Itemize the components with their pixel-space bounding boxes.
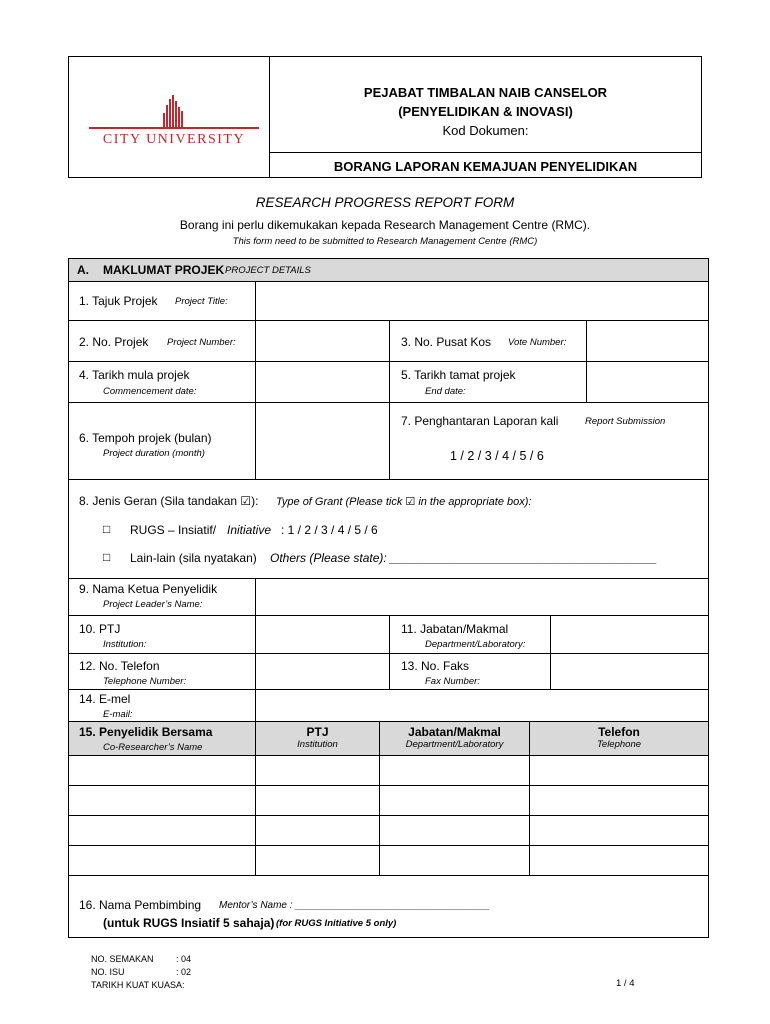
end-date-input[interactable] bbox=[586, 361, 709, 403]
logo-text: CITY UNIVERSITY bbox=[102, 132, 246, 147]
table-row-cell[interactable] bbox=[379, 785, 530, 816]
department-label-en: Department/Laboratory: bbox=[425, 639, 526, 650]
effective-date-label: TARIKH KUAT KUASA: bbox=[91, 980, 185, 990]
table-row-cell[interactable] bbox=[529, 845, 709, 876]
end-date-label-cell bbox=[389, 361, 587, 403]
others-option-label-en[interactable]: Others (Please state): ________________________________________ bbox=[270, 551, 657, 565]
others-option-label: Lain-lain (sila nyatakan) bbox=[130, 551, 257, 565]
col-dept-label: Jabatan/Makmal bbox=[408, 725, 501, 739]
table-row-cell[interactable] bbox=[68, 755, 256, 786]
email-label-cell bbox=[68, 689, 256, 722]
table-row-cell[interactable] bbox=[529, 755, 709, 786]
vote-number-label: 3. No. Pusat Kos bbox=[401, 335, 492, 349]
fax-input[interactable] bbox=[550, 653, 709, 690]
section-letter: A. bbox=[77, 263, 89, 277]
issue-label: NO. ISU bbox=[91, 967, 125, 977]
document-header bbox=[68, 56, 702, 178]
report-submission-options[interactable]: 1 / 2 / 3 / 4 / 5 / 6 bbox=[450, 449, 544, 463]
col-tel-header bbox=[529, 721, 709, 756]
document-code-label: Kod Dokumen: bbox=[442, 123, 529, 138]
email-label-en: E-mail: bbox=[103, 709, 133, 720]
duration-label-en: Project duration (month) bbox=[103, 448, 205, 459]
start-date-label-en: Commencement date: bbox=[103, 386, 197, 397]
leader-label-cell bbox=[68, 578, 256, 616]
grant-type-label-en: Type of Grant (Please tick ☑ in the appropriate box): bbox=[276, 496, 532, 508]
section-a-header bbox=[68, 258, 709, 282]
leader-label-en: Project Leader’s Name: bbox=[103, 599, 203, 610]
report-submission-label-en: Report Submission bbox=[585, 416, 666, 427]
co-researcher-label-en: Co-Researcher’s Name bbox=[103, 742, 203, 753]
table-row-cell[interactable] bbox=[255, 845, 380, 876]
logo-cell bbox=[69, 57, 270, 177]
revision-value: : 04 bbox=[176, 954, 192, 964]
co-researcher-label: 15. Penyelidik Bersama bbox=[79, 725, 213, 739]
duration-label: 6. Tempoh projek (bulan) bbox=[79, 431, 212, 445]
vote-number-label-en: Vote Number: bbox=[508, 337, 567, 348]
table-row-cell[interactable] bbox=[379, 845, 530, 876]
start-date-input[interactable] bbox=[255, 361, 390, 403]
end-date-label: 5. Tarikh tamat projek bbox=[401, 368, 516, 382]
mentor-label-en[interactable]: Mentor’s Name : ___________________________________ bbox=[219, 900, 490, 911]
project-number-label: 2. No. Projek bbox=[79, 335, 149, 349]
ptj-input[interactable] bbox=[255, 615, 390, 654]
leader-label: 9. Nama Ketua Penyelidik bbox=[79, 582, 218, 596]
col-dept-label-en: Department/Laboratory bbox=[405, 739, 504, 750]
table-row-cell[interactable] bbox=[255, 785, 380, 816]
ptj-label-cell bbox=[68, 615, 256, 654]
vote-number-label-cell bbox=[389, 320, 587, 362]
department-input[interactable] bbox=[550, 615, 709, 654]
department-label: 11. Jabatan/Makmal bbox=[401, 622, 509, 636]
mentor-cell bbox=[68, 875, 709, 938]
col-ptj-label-en: Institution bbox=[297, 739, 338, 750]
project-title-input[interactable] bbox=[255, 281, 709, 321]
project-title-label-cell bbox=[68, 281, 256, 321]
col-ptj-header bbox=[255, 721, 380, 756]
header-divider bbox=[270, 152, 701, 153]
project-title-label: 1. Tajuk Projek bbox=[79, 294, 158, 308]
table-row-cell[interactable] bbox=[255, 815, 380, 846]
co-researcher-header bbox=[68, 721, 256, 756]
project-title-label-en: Project Title: bbox=[175, 296, 228, 307]
grant-type-cell bbox=[68, 479, 709, 579]
revision-label: NO. SEMAKAN bbox=[91, 954, 154, 964]
instruction-en: This form need to be submitted to Research Management Centre (RMC) bbox=[232, 236, 538, 247]
email-label: 14. E-mel bbox=[79, 692, 131, 706]
phone-input[interactable] bbox=[255, 653, 390, 690]
rugs-checkbox[interactable]: □ bbox=[103, 522, 111, 536]
phone-label-en: Telephone Number: bbox=[103, 676, 187, 687]
fax-label-cell bbox=[389, 653, 551, 690]
rugs-option-label: RUGS – Insiatif/ bbox=[130, 523, 217, 537]
grant-type-label: 8. Jenis Geran (Sila tandakan ☑): bbox=[79, 494, 259, 508]
table-row-cell[interactable] bbox=[379, 815, 530, 846]
report-submission-label: 7. Penghantaran Laporan kali bbox=[401, 414, 559, 428]
start-date-label-cell bbox=[68, 361, 256, 403]
ptj-label: 10. PTJ bbox=[79, 622, 121, 636]
mentor-label: 16. Nama Pembimbing bbox=[79, 898, 202, 912]
col-tel-label-en: Telephone bbox=[596, 739, 642, 750]
table-row-cell[interactable] bbox=[68, 845, 256, 876]
start-date-label: 4. Tarikh mula projek bbox=[79, 368, 190, 382]
fax-label-en: Fax Number: bbox=[425, 676, 480, 687]
table-row-cell[interactable] bbox=[529, 785, 709, 816]
instruction-ms: Borang ini perlu dikemukakan kepada Research Management Centre (RMC). bbox=[179, 218, 591, 232]
city-university-logo bbox=[69, 57, 270, 177]
rugs-option-label-en: Initiative bbox=[227, 523, 272, 537]
phone-label-cell bbox=[68, 653, 256, 690]
report-submission-cell bbox=[389, 402, 709, 480]
table-row-cell[interactable] bbox=[255, 755, 380, 786]
office-title: PEJABAT TIMBALAN NAIB CANSELOR bbox=[363, 85, 608, 100]
end-date-label-en: End date: bbox=[425, 386, 466, 397]
form-name: BORANG LAPORAN KEMAJUAN PENYELIDIKAN bbox=[333, 159, 638, 174]
col-ptj-label: PTJ bbox=[306, 725, 329, 739]
leader-input[interactable] bbox=[255, 578, 709, 616]
phone-label: 12. No. Telefon bbox=[79, 659, 160, 673]
issue-value: : 02 bbox=[176, 967, 192, 977]
vote-number-input[interactable] bbox=[586, 320, 709, 362]
department-label-cell bbox=[389, 615, 551, 654]
email-input[interactable] bbox=[255, 689, 709, 722]
form-title: RESEARCH PROGRESS REPORT FORM bbox=[255, 195, 515, 210]
col-tel-label: Telefon bbox=[598, 725, 640, 739]
project-number-label-en: Project Number: bbox=[167, 337, 236, 348]
duration-input[interactable] bbox=[255, 402, 390, 480]
office-subtitle: (PENYELIDIKAN & INOVASI) bbox=[398, 104, 573, 119]
others-checkbox[interactable]: □ bbox=[103, 550, 111, 564]
table-row-cell[interactable] bbox=[68, 815, 256, 846]
table-row-cell[interactable] bbox=[68, 785, 256, 816]
project-number-input[interactable] bbox=[255, 320, 390, 362]
rugs-option-values[interactable]: : 1 / 2 / 3 / 4 / 5 / 6 bbox=[281, 523, 378, 537]
section-title-en: PROJECT DETAILS bbox=[225, 265, 311, 276]
col-dept-header bbox=[379, 721, 530, 756]
duration-label-cell bbox=[68, 402, 256, 480]
fax-label: 13. No. Faks bbox=[401, 659, 470, 673]
mentor-note-en: (for RUGS Initiative 5 only) bbox=[276, 918, 397, 929]
project-number-label-cell bbox=[68, 320, 256, 362]
header-title-cell bbox=[270, 57, 701, 177]
table-row-cell[interactable] bbox=[529, 815, 709, 846]
table-row-cell[interactable] bbox=[379, 755, 530, 786]
page-number: 1 / 4 bbox=[616, 978, 635, 989]
section-title: MAKLUMAT PROJEK bbox=[103, 263, 225, 277]
ptj-label-en: Institution: bbox=[103, 639, 147, 650]
mentor-note: (untuk RUGS Insiatif 5 sahaja) bbox=[103, 916, 275, 930]
